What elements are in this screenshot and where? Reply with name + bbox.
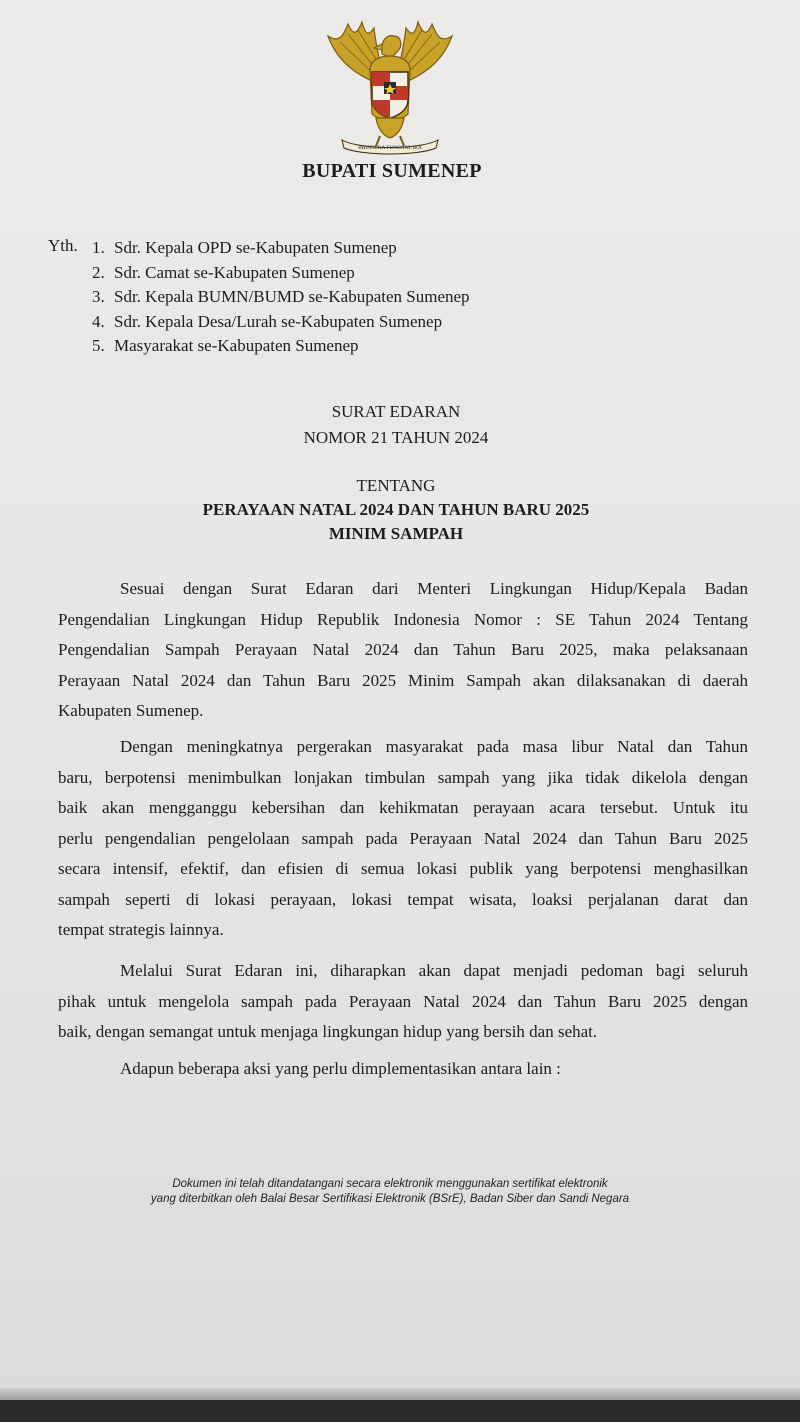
paragraph-line: sampah seperti di lokasi perayaan, lokasi tempat wisata, loaksi perjalanan darat dan xyxy=(58,889,748,909)
recipient-salutation: Yth. xyxy=(48,236,78,255)
paper-bottom-edge xyxy=(0,1388,800,1400)
paragraph-line: baik, dengan semangat untuk menjaga lingkungan hidup yang bersih dan sehat. xyxy=(58,1022,598,1041)
letter-number: NOMOR 21 TAHUN 2024 xyxy=(303,428,489,447)
paragraph-2 xyxy=(58,732,748,946)
recipient-text: Sdr. Camat se-Kabupaten Sumenep xyxy=(114,262,355,282)
paragraph-line: Pengendalian Sampah Perayaan Natal 2024 dan Tahun Baru 2025, maka pelaksanaan xyxy=(58,640,748,659)
recipient-number: 2. xyxy=(92,262,105,282)
recipient-item xyxy=(92,334,470,359)
paragraph-4 xyxy=(58,1054,748,1085)
letter-type: SURAT EDARAN xyxy=(331,402,461,421)
letterhead-title: BUPATI SUMENEP xyxy=(302,160,482,182)
paragraph-line: perlu pengendalian pengelolaan sampah pada Perayaan Natal 2024 dan Tahun Baru 2025 xyxy=(58,828,748,848)
letter-subject-line-1: PERAYAAN NATAL 2024 DAN TAHUN BARU 2025 xyxy=(202,500,590,519)
paragraph-line: pihak untuk mengelola sampah pada Perayaan Natal 2024 dan Tahun Baru 2025 dengan xyxy=(58,991,748,1011)
paragraph-line: Sesuai dengan Surat Edaran dari Menteri Lingkungan Hidup/Kepala Badan xyxy=(120,579,748,598)
emblem-motto-text: BHINNEKA TUNGGAL IKA xyxy=(358,145,422,151)
recipient-number: 3. xyxy=(92,287,105,306)
e-signature-note-line-1: Dokumen ini telah ditandatangani secara elektronik menggunakan sertifikat elektronik xyxy=(172,1178,608,1190)
letter-subject-line-2: MINIM SAMPAH xyxy=(328,524,464,543)
paragraph-line: Dengan meningkatnya pergerakan masyarakat pada masa libur Natal dan Tahun xyxy=(120,737,748,756)
recipient-item xyxy=(92,236,470,261)
e-signature-note-line-2: yang diterbitkan oleh Balai Besar Sertifikasi Elektronik (BSrE), Badan Siber dan Sandi Negara xyxy=(150,1193,630,1205)
paragraph-line: Kabupaten Sumenep. xyxy=(58,701,204,720)
recipient-item xyxy=(92,285,470,310)
paragraph-line: secara intensif, efektif, dan efisien di semua lokasi publik yang berpotensi menghasilkan xyxy=(58,859,748,878)
paragraph-line: tempat strategis lainnya. xyxy=(58,920,224,939)
recipient-list xyxy=(92,236,470,359)
recipient-text: Masyarakat se-Kabupaten Sumenep xyxy=(114,336,359,355)
recipient-text: Sdr. Kepala BUMN/BUMD se-Kabupaten Sumenep xyxy=(114,287,470,306)
recipient-number: 5. xyxy=(92,336,105,355)
recipient-item xyxy=(92,261,470,286)
paragraph-line: Perayaan Natal 2024 dan Tahun Baru 2025 Minim Sampah akan dilaksanakan di daerah xyxy=(58,670,748,690)
recipient-text: Sdr. Kepala Desa/Lurah se-Kabupaten Sumenep xyxy=(114,311,443,331)
paragraph-line: Adapun beberapa aksi yang perlu dimplementasikan antara lain : xyxy=(120,1059,561,1078)
recipient-text: Sdr. Kepala OPD se-Kabupaten Sumenep xyxy=(114,238,397,257)
paragraph-line: Pengendalian Lingkungan Hidup Republik Indonesia Nomor : SE Tahun 2024 Tentang xyxy=(58,609,748,629)
recipient-number: 4. xyxy=(92,311,105,331)
paragraph-line: Melalui Surat Edaran ini, diharapkan akan dapat menjadi pedoman bagi seluruh xyxy=(120,961,748,980)
paragraph-line: baru, berpotensi menimbulkan lonjakan timbulan sampah yang jika tidak dikelola dengan xyxy=(58,767,748,787)
paragraph-1 xyxy=(58,574,748,727)
paragraph-line: baik akan mengganggu kebersihan dan kehikmatan perayaan acara tersebut. Untuk itu xyxy=(58,798,748,817)
garuda-pancasila-emblem xyxy=(320,14,460,156)
recipient-item xyxy=(92,310,470,335)
paragraph-3 xyxy=(58,956,748,1048)
letter-about-label: TENTANG xyxy=(356,476,436,495)
recipient-number: 1. xyxy=(92,238,105,257)
